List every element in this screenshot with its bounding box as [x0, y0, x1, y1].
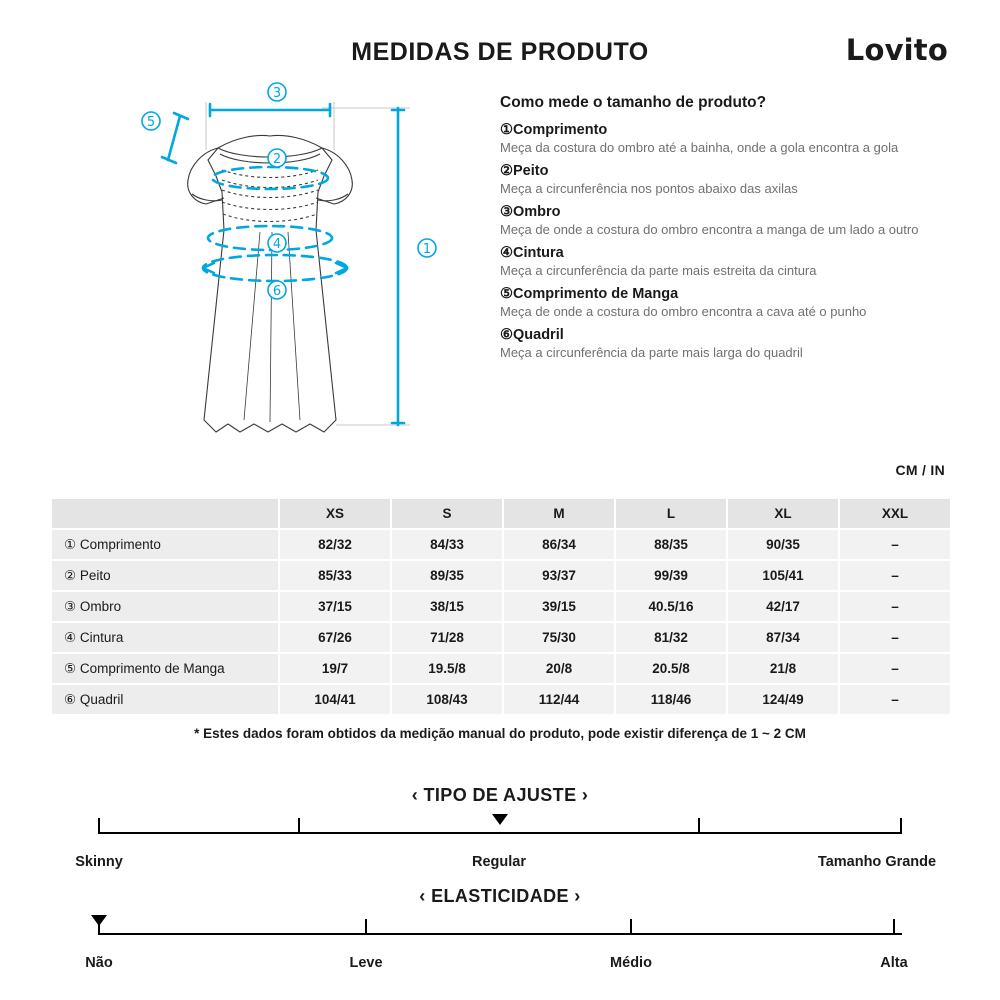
cell: 99/39 — [615, 560, 727, 591]
legend-item-desc: Meça da costura do ombro até a bainha, onde a gola encontra a gola — [500, 140, 899, 155]
cell: – — [839, 653, 951, 684]
axis-line — [98, 832, 902, 834]
col-header-m: M — [503, 498, 615, 529]
table-row — [51, 591, 951, 622]
elasticity-label-leve: Leve — [349, 955, 383, 971]
legend-item-title: ④Cintura — [500, 244, 564, 261]
legend-item-comprimento — [500, 122, 930, 157]
legend-item-cintura — [500, 245, 930, 280]
cell: – — [839, 622, 951, 653]
legend-item-title: ③Ombro — [500, 203, 561, 220]
legend-heading: Como mede o tamanho de produto? — [500, 94, 767, 111]
svg-text:3: 3 — [272, 86, 282, 101]
fit-scale-labels — [0, 854, 1000, 880]
elasticity-scale-axis — [0, 907, 1000, 955]
col-header-measure — [51, 498, 279, 529]
brand-logo: Lovito — [845, 33, 948, 67]
cell: 88/35 — [615, 529, 727, 560]
legend-item-desc: Meça de onde a costura do ombro encontra a cava até o punho — [500, 303, 867, 319]
measure-legend — [500, 94, 930, 368]
cell: 118/46 — [615, 684, 727, 715]
fit-type-scale — [0, 785, 1000, 880]
cell: 105/41 — [727, 560, 839, 591]
cell: 108/43 — [391, 684, 503, 715]
cell: 85/33 — [279, 560, 391, 591]
header — [0, 0, 1000, 80]
legend-item-title: ②Peito — [500, 162, 549, 179]
row-label: ④ Cintura — [51, 622, 279, 653]
cell: 20/8 — [503, 653, 615, 684]
cell: 42/17 — [727, 591, 839, 622]
cell: 67/26 — [279, 622, 391, 653]
cell: – — [839, 684, 951, 715]
legend-item-peito — [500, 163, 930, 198]
table-row — [51, 529, 951, 560]
legend-item-desc: Meça a circunferência da parte mais larga do quadril — [500, 344, 803, 360]
svg-text:2: 2 — [272, 152, 282, 167]
svg-text:5: 5 — [146, 115, 156, 130]
axis-tick — [98, 818, 100, 834]
dress-illustration-svg — [110, 80, 470, 460]
cell: 89/35 — [391, 560, 503, 591]
cell: 39/15 — [503, 591, 615, 622]
axis-tick — [298, 818, 300, 834]
cell: 87/34 — [727, 622, 839, 653]
axis-tick — [900, 818, 902, 834]
col-header-xxl: XXL — [839, 498, 951, 529]
axis-tick — [365, 919, 367, 935]
measurement-note: * Estes dados foram obtidos da medição manual do produto, pode existir diferença de 1 ~ 2 CM — [194, 726, 806, 741]
axis-tick — [630, 919, 632, 935]
axis-tick — [698, 818, 700, 834]
fit-label-grande: Tamanho Grande — [817, 854, 937, 870]
cell: 21/8 — [727, 653, 839, 684]
cell: 19.5/8 — [391, 653, 503, 684]
cell: – — [839, 560, 951, 591]
cell: 82/32 — [279, 529, 391, 560]
svg-text:6: 6 — [272, 284, 282, 299]
elasticity-label-alta: Alta — [880, 955, 908, 971]
legend-item-ombro — [500, 204, 930, 239]
cell: 81/32 — [615, 622, 727, 653]
elasticity-scale-labels — [0, 955, 1000, 981]
cell: 38/15 — [391, 591, 503, 622]
col-header-xs: XS — [279, 498, 391, 529]
measure-guide-section — [0, 80, 1000, 470]
cell: 40.5/16 — [615, 591, 727, 622]
svg-text:4: 4 — [272, 237, 282, 252]
fit-scale-title: ‹ TIPO DE AJUSTE › — [411, 785, 589, 805]
cell: 84/33 — [391, 529, 503, 560]
fit-scale-axis — [0, 806, 1000, 854]
cell: 93/37 — [503, 560, 615, 591]
fit-scale-marker — [492, 814, 508, 825]
cell: 112/44 — [503, 684, 615, 715]
cell: 20.5/8 — [615, 653, 727, 684]
fit-label-skinny: Skinny — [75, 854, 123, 870]
legend-item-title: ①Comprimento — [500, 122, 608, 138]
cell: 124/49 — [727, 684, 839, 715]
fit-label-regular: Regular — [472, 854, 526, 870]
axis-line — [98, 933, 902, 935]
cell: – — [839, 591, 951, 622]
table-row — [51, 684, 951, 715]
table-row — [51, 622, 951, 653]
garment-diagram — [110, 80, 470, 460]
legend-item-title: ⑤Comprimento de Manga — [500, 285, 679, 302]
cell: 71/28 — [391, 622, 503, 653]
size-table — [50, 497, 950, 716]
row-label: ① Comprimento — [51, 529, 279, 560]
legend-item-quadril — [500, 327, 930, 362]
cell: 75/30 — [503, 622, 615, 653]
table-row — [51, 560, 951, 591]
cell: – — [839, 529, 951, 560]
col-header-l: L — [615, 498, 727, 529]
row-label: ③ Ombro — [51, 591, 279, 622]
legend-item-desc: Meça a circunferência da parte mais estreita da cintura — [500, 262, 817, 278]
cell: 86/34 — [503, 529, 615, 560]
legend-item-desc: Meça de onde a costura do ombro encontra a manga de um lado a outro — [500, 221, 919, 237]
table-header-row — [51, 498, 951, 529]
elasticity-scale-title: ‹ ELASTICIDADE › — [419, 886, 581, 906]
cell: 104/41 — [279, 684, 391, 715]
page-title: MEDIDAS DE PRODUTO — [351, 38, 649, 66]
axis-tick — [893, 919, 895, 935]
col-header-xl: XL — [727, 498, 839, 529]
legend-item-desc: Meça a circunferência nos pontos abaixo das axilas — [500, 180, 798, 196]
elasticity-label-nao: Não — [85, 955, 113, 971]
row-label: ⑥ Quadril — [51, 684, 279, 715]
cell: 37/15 — [279, 591, 391, 622]
elasticity-scale-marker — [91, 915, 107, 926]
legend-item-title: ⑥Quadril — [500, 326, 564, 343]
row-label: ⑤ Comprimento de Manga — [51, 653, 279, 684]
legend-item-comprimento-de-manga — [500, 286, 930, 321]
svg-text:1: 1 — [422, 242, 432, 257]
units-label: CM / IN — [895, 462, 945, 478]
elasticity-scale — [0, 886, 1000, 981]
row-label: ② Peito — [51, 560, 279, 591]
cell: 90/35 — [727, 529, 839, 560]
elasticity-label-medio: Médio — [610, 955, 652, 971]
cell: 19/7 — [279, 653, 391, 684]
table-row — [51, 653, 951, 684]
col-header-s: S — [391, 498, 503, 529]
